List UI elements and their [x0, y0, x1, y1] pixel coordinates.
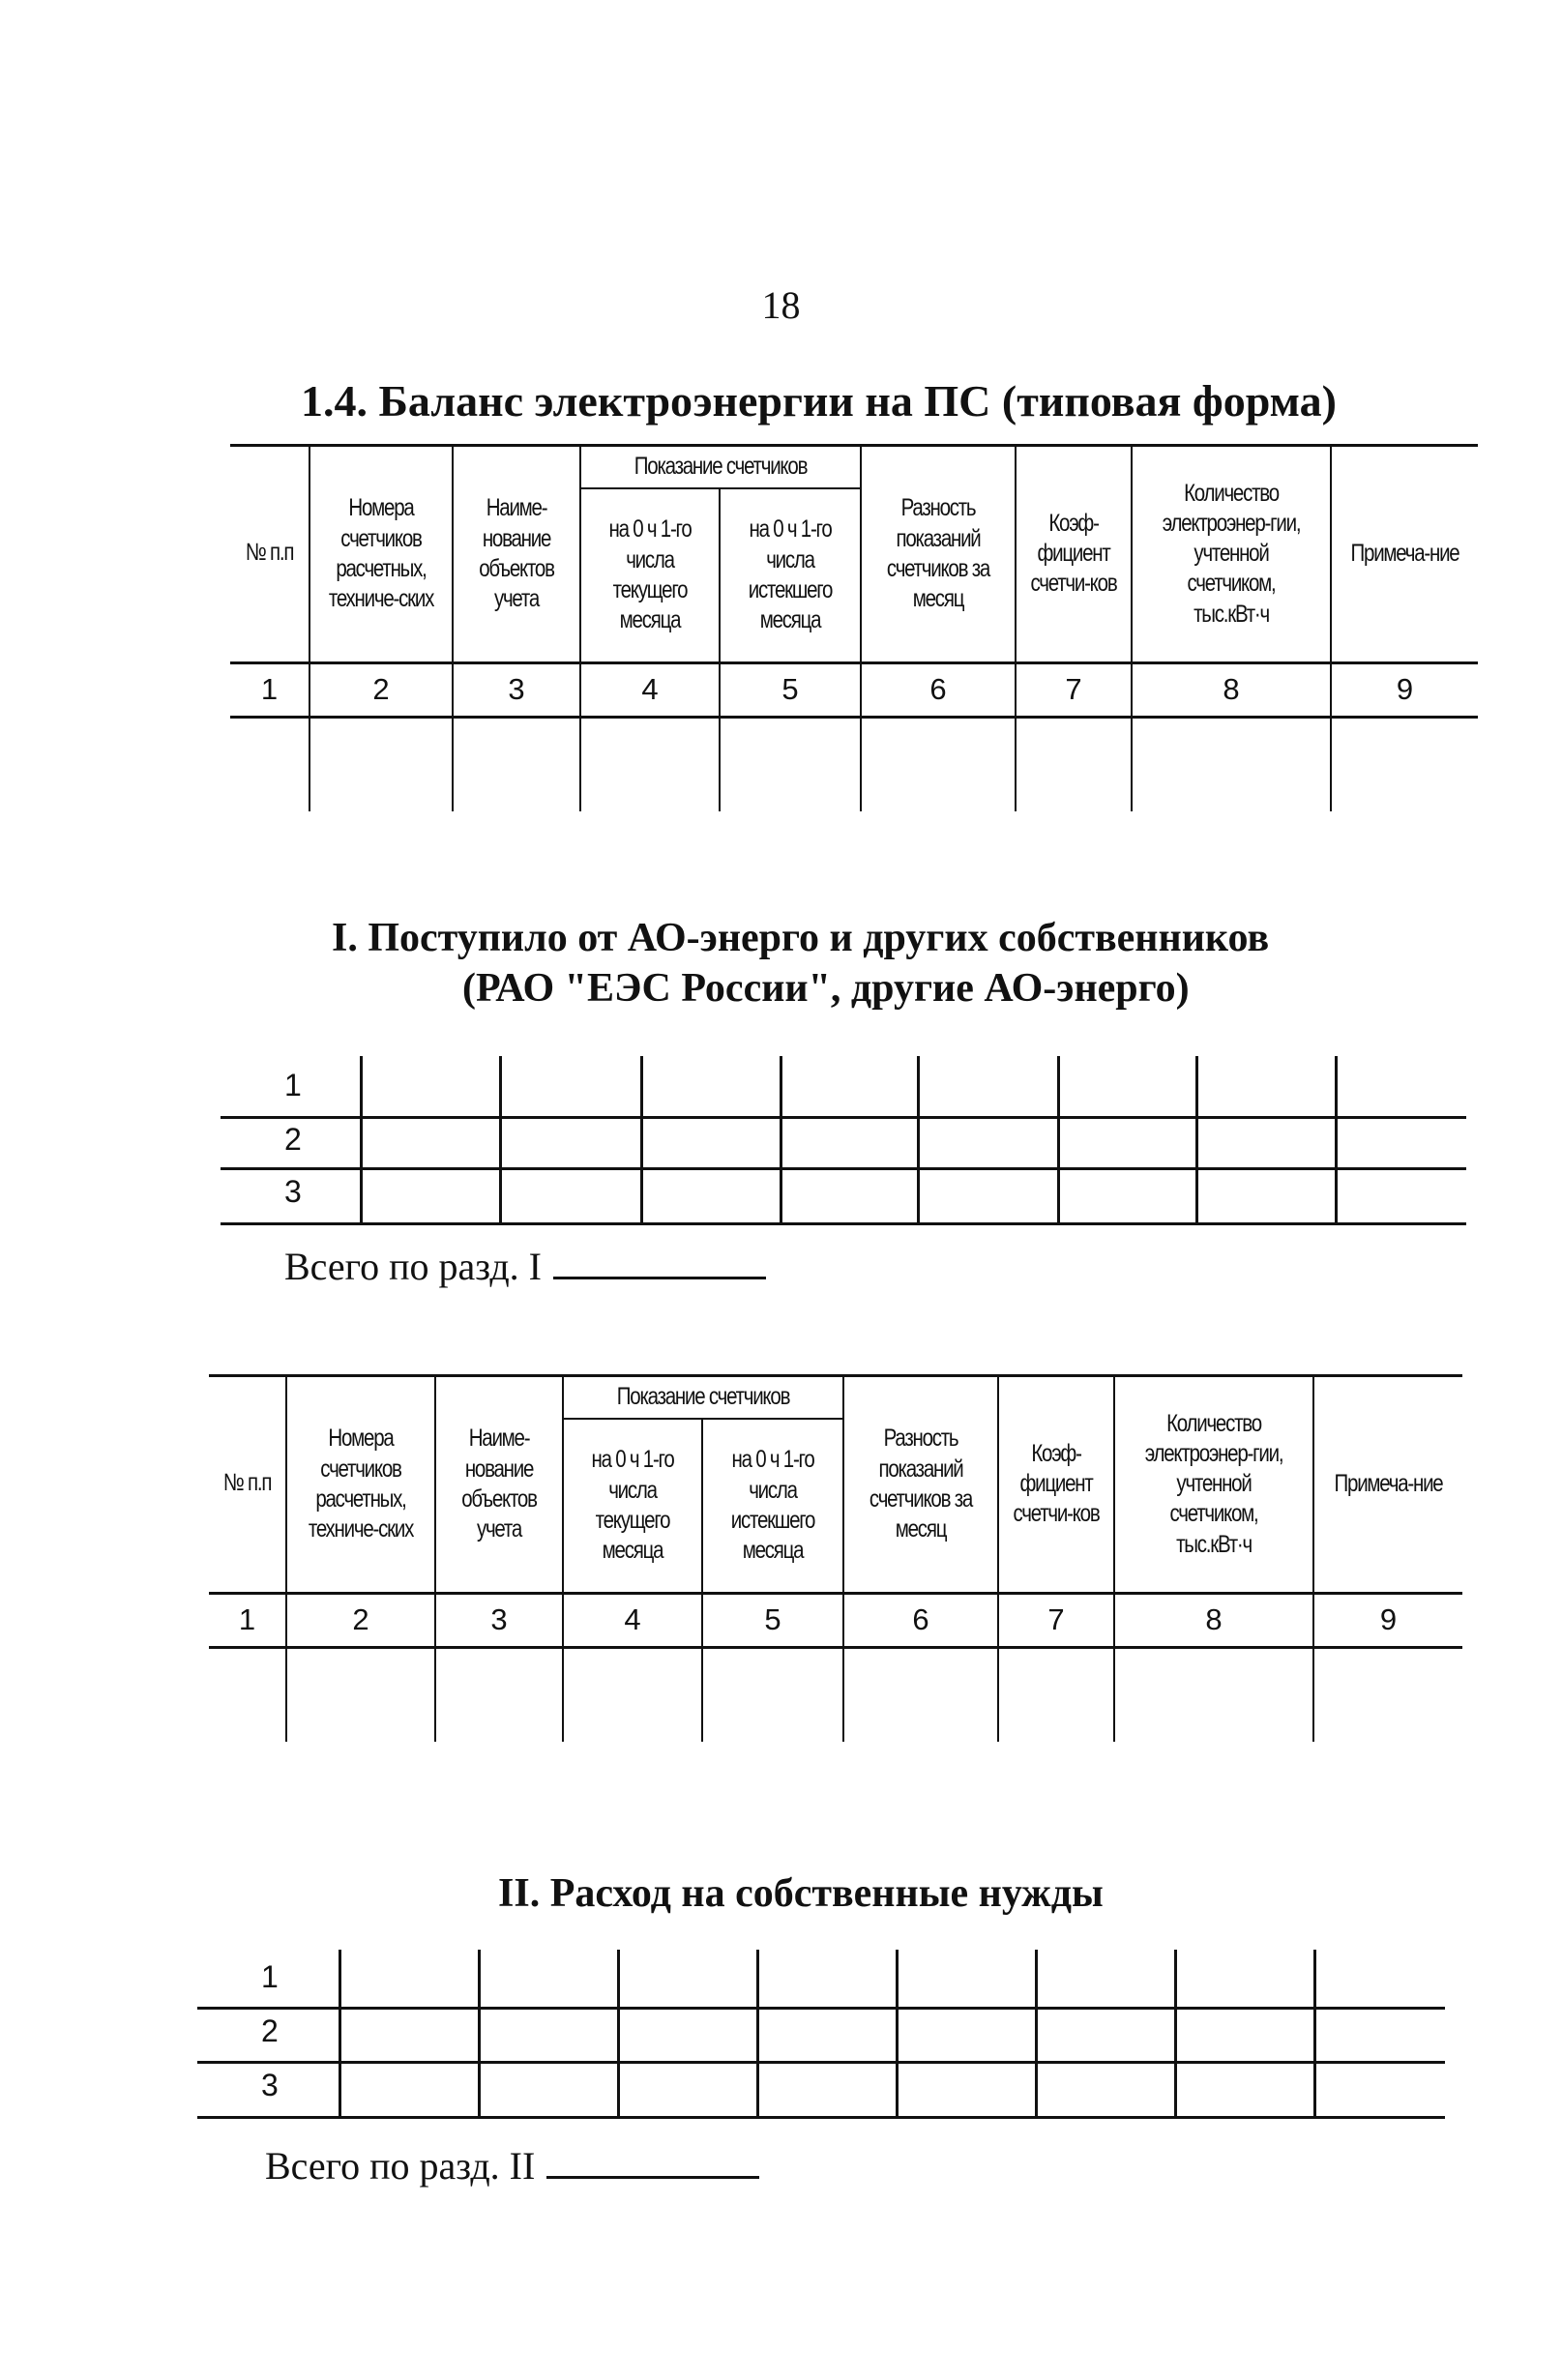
col-index-3: 3: [453, 662, 580, 717]
col-object-name-header-2: Наиме-нование объектов учета: [435, 1376, 563, 1594]
section1-total-field[interactable]: [553, 1244, 766, 1279]
col2-index-1: 1: [209, 1593, 286, 1647]
col-note-header: Примеча-ние: [1331, 446, 1478, 663]
col-index-2: 2: [309, 662, 453, 717]
col-coefficient-header: Коэф-фициент счетчи-ков: [1016, 446, 1132, 663]
section1-total: [284, 1244, 766, 1289]
section1-row-2: 2: [284, 1122, 302, 1157]
col-reading-previous-header: на 0 ч 1-го числа истекшего месяца: [720, 488, 861, 662]
col-index-4: 4: [580, 662, 720, 717]
section1-total-label: Всего по разд. I: [284, 1245, 542, 1288]
col-quantity-header: Количество электроэнер-гии, учтенной счетчиком, тыс.кВт·ч: [1132, 446, 1331, 663]
balance-table-header-2: [209, 1374, 1462, 1742]
section2-row-2: 2: [261, 2013, 279, 2048]
col-reading-previous-header-2: на 0 ч 1-го числа истекшего месяца: [702, 1419, 843, 1593]
col-index-5: 5: [720, 662, 861, 717]
col-index-9: 9: [1331, 662, 1478, 717]
col-index-7: 7: [1016, 662, 1132, 717]
section2-total-field[interactable]: [546, 2143, 759, 2179]
col-index-8: 8: [1132, 662, 1331, 717]
section2-title: II. Расход на собственные нужды: [498, 1871, 1104, 1916]
col-meter-numbers-header-2: Номера счетчиков расчетных, техниче-ских: [286, 1376, 435, 1594]
col-note-header-2: Примеча-ние: [1313, 1376, 1462, 1594]
section2-row-3: 3: [261, 2068, 279, 2102]
section2-row-1: 1: [261, 1959, 279, 1994]
col-readings-group-header: Показание счетчиков: [580, 446, 861, 489]
col-difference-header: Разность показаний счетчиков за месяц: [861, 446, 1016, 663]
section1-row-3: 3: [284, 1174, 302, 1209]
section1-title-line2: (РАО "ЕЭС России", другие АО-энерго): [462, 966, 1190, 1011]
col-coefficient-header-2: Коэф-фициент счетчи-ков: [998, 1376, 1114, 1594]
balance-table-header-1: [230, 444, 1478, 811]
section1-row-1: 1: [284, 1068, 302, 1102]
page-number: 18: [761, 283, 801, 327]
col2-index-9: 9: [1313, 1593, 1462, 1647]
col-index-1: 1: [230, 662, 309, 717]
col-quantity-header-2: Количество электроэнер-гии, учтенной счетчиком, тыс.кВт·ч: [1114, 1376, 1313, 1594]
col2-index-7: 7: [998, 1593, 1114, 1647]
col-readings-group-header-2: Показание счетчиков: [563, 1376, 843, 1420]
col-reading-current-header-2: на 0 ч 1-го числа текущего месяца: [563, 1419, 702, 1593]
col2-index-5: 5: [702, 1593, 843, 1647]
col2-index-2: 2: [286, 1593, 435, 1647]
col2-index-4: 4: [563, 1593, 702, 1647]
table2-top-rule: [209, 1374, 1462, 1377]
col-object-name-header: Наиме-нование объектов учета: [453, 446, 580, 663]
col-number-header: № п.п: [230, 446, 309, 663]
section1-title-line1: I. Поступило от АО-энерго и других собственников: [332, 916, 1270, 960]
section2-total: [265, 2143, 759, 2189]
form-title: 1.4. Баланс электроэнергии на ПС (типовая форма): [301, 376, 1337, 426]
col-meter-numbers-header: Номера счетчиков расчетных, техниче-ских: [309, 446, 453, 663]
section2-total-label: Всего по разд. II: [265, 2144, 536, 2188]
col2-index-8: 8: [1114, 1593, 1313, 1647]
col-reading-current-header: на 0 ч 1-го числа текущего месяца: [580, 488, 720, 662]
col-difference-header-2: Разность показаний счетчиков за месяц: [843, 1376, 998, 1594]
col2-index-3: 3: [435, 1593, 563, 1647]
table1-top-rule: [230, 444, 1478, 447]
col-index-6: 6: [861, 662, 1016, 717]
col2-index-6: 6: [843, 1593, 998, 1647]
col-number-header-2: № п.п: [209, 1376, 286, 1594]
